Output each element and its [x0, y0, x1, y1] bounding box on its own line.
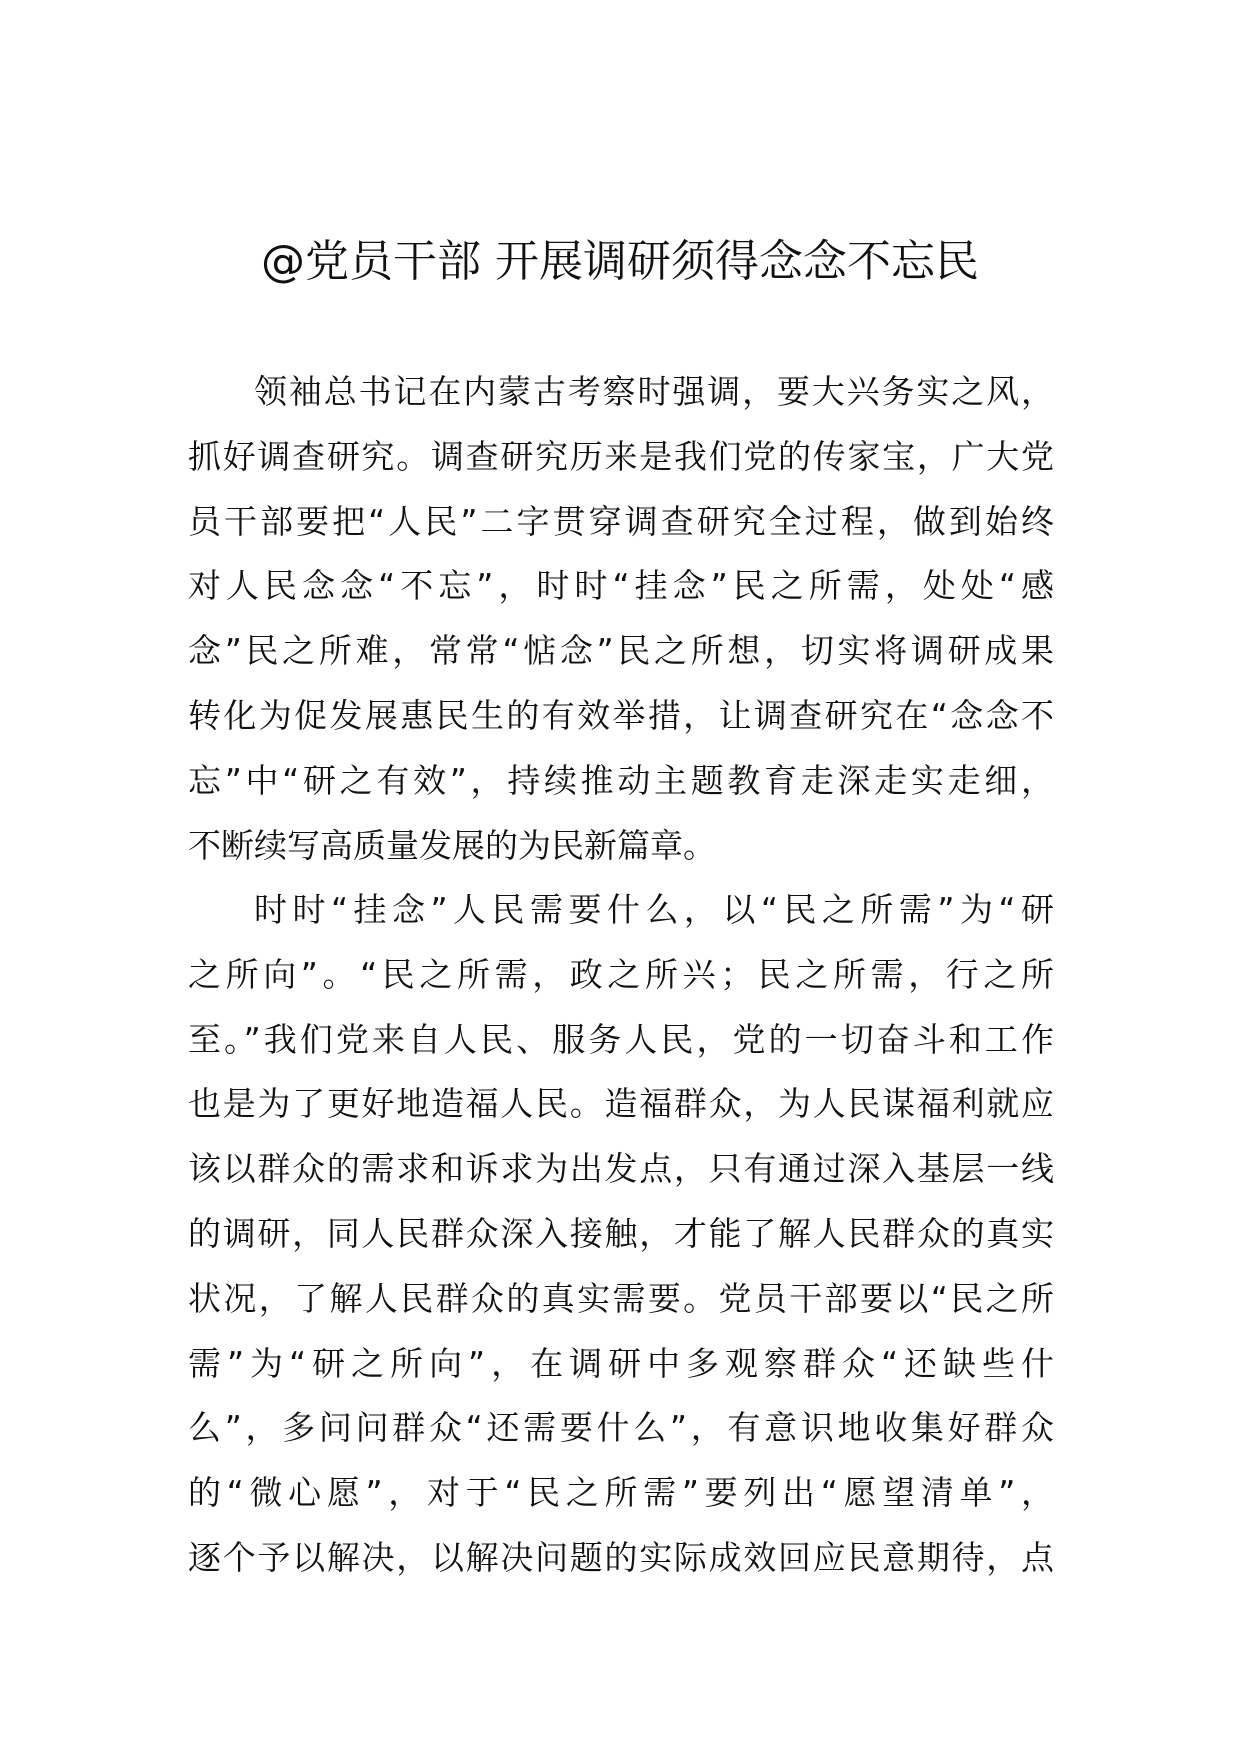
paragraph-line: 该以群众的需求和诉求为出发点，只有通过深入基层一线 [188, 1149, 1054, 1189]
paragraph-line: 需”为“研之所向”，在调研中多观察群众“还缺些什 [188, 1343, 1054, 1383]
paragraph-line: 么”，多问问群众“还需要什么”，有意识地收集好群众 [188, 1408, 1054, 1448]
paragraph-line: 领袖总书记在内蒙古考察时强调，要大兴务实之风， [254, 372, 1054, 411]
paragraph-line: 的调研，同人民群众深入接触，才能了解人民群众的真实 [188, 1213, 1054, 1253]
paragraph-1 [188, 360, 1054, 878]
paragraph-line: 之所向”。“民之所需，政之所兴；民之所需，行之所 [188, 954, 1054, 994]
paragraph-line: 转化为促发展惠民生的有效举措，让调查研究在“念念不 [188, 695, 1054, 735]
paragraph-2 [188, 878, 1054, 1591]
paragraph-line: 逐个予以解决，以解决问题的实际成效回应民意期待，点 [188, 1537, 1054, 1577]
paragraph-line: 念”民之所难，常常“惦念”民之所想，切实将调研成果 [188, 631, 1054, 671]
paragraph-line: 忘”中“研之有效”，持续推动主题教育走深走实走细， [188, 760, 1054, 800]
paragraph-line: 时时“挂念”人民需要什么，以“民之所需”为“研 [254, 890, 1054, 929]
paragraph-line: 对人民念念“不忘”，时时“挂念”民之所需，处处“感 [188, 566, 1054, 606]
paragraph-line: 不断续写高质量发展的为民新篇章。 [188, 825, 716, 865]
paragraph-line: 员干部要把“人民”二字贯穿调查研究全过程，做到始终 [188, 501, 1054, 541]
paragraph-line: 状况，了解人民群众的真实需要。党员干部要以“民之所 [188, 1278, 1054, 1318]
paragraph-line: 至。”我们党来自人民、服务人民，党的一切奋斗和工作 [188, 1019, 1054, 1059]
paragraph-line: 也是为了更好地造福人民。造福群众，为人民谋福利就应 [188, 1084, 1054, 1124]
paragraph-line: 抓好调查研究。调查研究历来是我们党的传家宝，广大党 [188, 436, 1054, 476]
paragraph-line: 的“微心愿”，对于“民之所需”要列出“愿望清单”， [188, 1473, 1054, 1513]
document-title: @党员干部 开展调研须得念念不忘民 [261, 236, 979, 287]
